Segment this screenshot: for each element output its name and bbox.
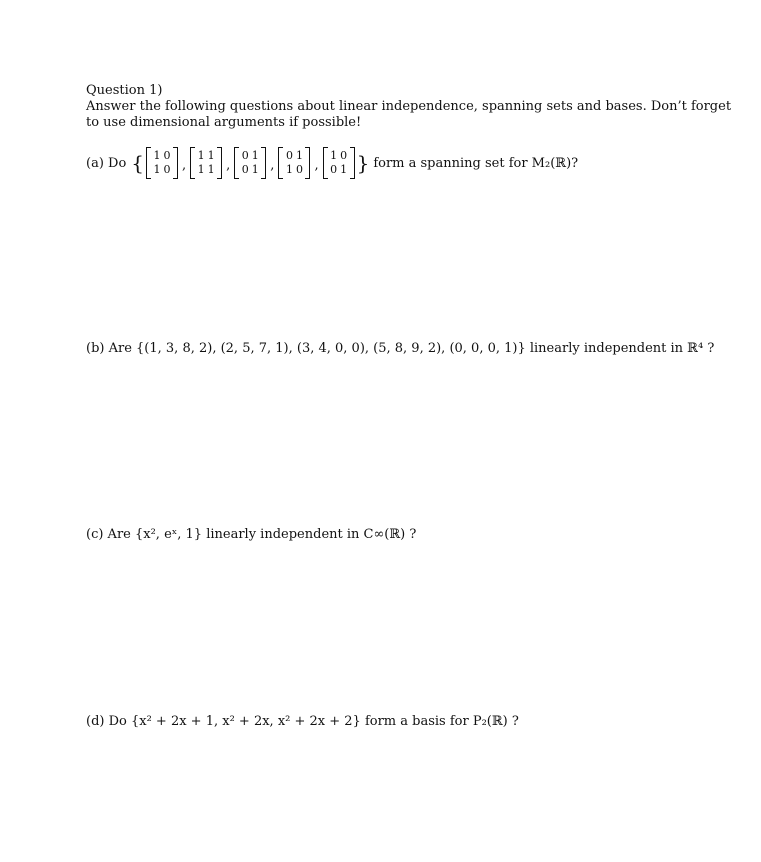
question-part-a: (a) Do { 1 0 1 0 , 1 1 1 1 , 0 1 0 1 , 0 1 1 0 , 1 0 0 1 } form a spanning set for M₂(ℝ)? <box>86 145 578 181</box>
matrix-1 <box>146 147 178 179</box>
matrix-entry: 0 <box>241 149 249 162</box>
matrix-entry: 0 <box>295 163 303 176</box>
question-part-c: (c) Are {x², eˣ, 1} linearly independent in C∞(ℝ) ? <box>86 527 417 542</box>
matrix-entry: 1 <box>197 149 205 162</box>
matrix-entry: 0 <box>285 149 293 162</box>
close-brace: } <box>356 151 370 175</box>
matrix-entry: 1 <box>153 163 161 176</box>
matrix-entry: 1 <box>207 149 215 162</box>
matrix-entry: 1 <box>153 149 161 162</box>
open-brace: { <box>131 151 145 175</box>
matrix-entry: 0 <box>163 149 171 162</box>
matrix-5 <box>323 147 355 179</box>
matrix-entry: 0 <box>330 163 338 176</box>
matrix-entry: 0 <box>163 163 171 176</box>
matrix-entry: 1 <box>330 149 338 162</box>
matrix-entry: 1 <box>295 149 303 162</box>
matrix-4 <box>278 147 310 179</box>
instructions-line-1: Answer the following questions about linear independence, spanning sets and bases. Don’t forget <box>86 99 732 114</box>
matrix-2 <box>190 147 222 179</box>
question-part-d: (d) Do {x² + 2x + 1, x² + 2x, x² + 2x + 2} form a basis for P₂(ℝ) ? <box>86 714 519 729</box>
question-part-b: (b) Are {(1, 3, 8, 2), (2, 5, 7, 1), (3, 4, 0, 0), (5, 8, 9, 2), (0, 0, 0, 1)} linearly independent in ℝ⁴ ? <box>86 341 715 356</box>
matrix-entry: 1 <box>251 149 259 162</box>
matrix-entry: 1 <box>251 163 259 176</box>
matrix-entry: 0 <box>241 163 249 176</box>
question-heading: Question 1) <box>86 83 163 98</box>
instructions-line-2: to use dimensional arguments if possible! <box>86 115 362 130</box>
matrix-3 <box>234 147 266 179</box>
matrix-entry: 1 <box>197 163 205 176</box>
part-a-question-text: form a spanning set for M₂(ℝ)? <box>373 155 579 171</box>
matrix-entry: 1 <box>207 163 215 176</box>
matrix-entry: 0 <box>340 149 348 162</box>
matrix-entry: 1 <box>340 163 348 176</box>
matrix-entry: 1 <box>285 163 293 176</box>
part-a-label: (a) Do <box>86 155 127 171</box>
